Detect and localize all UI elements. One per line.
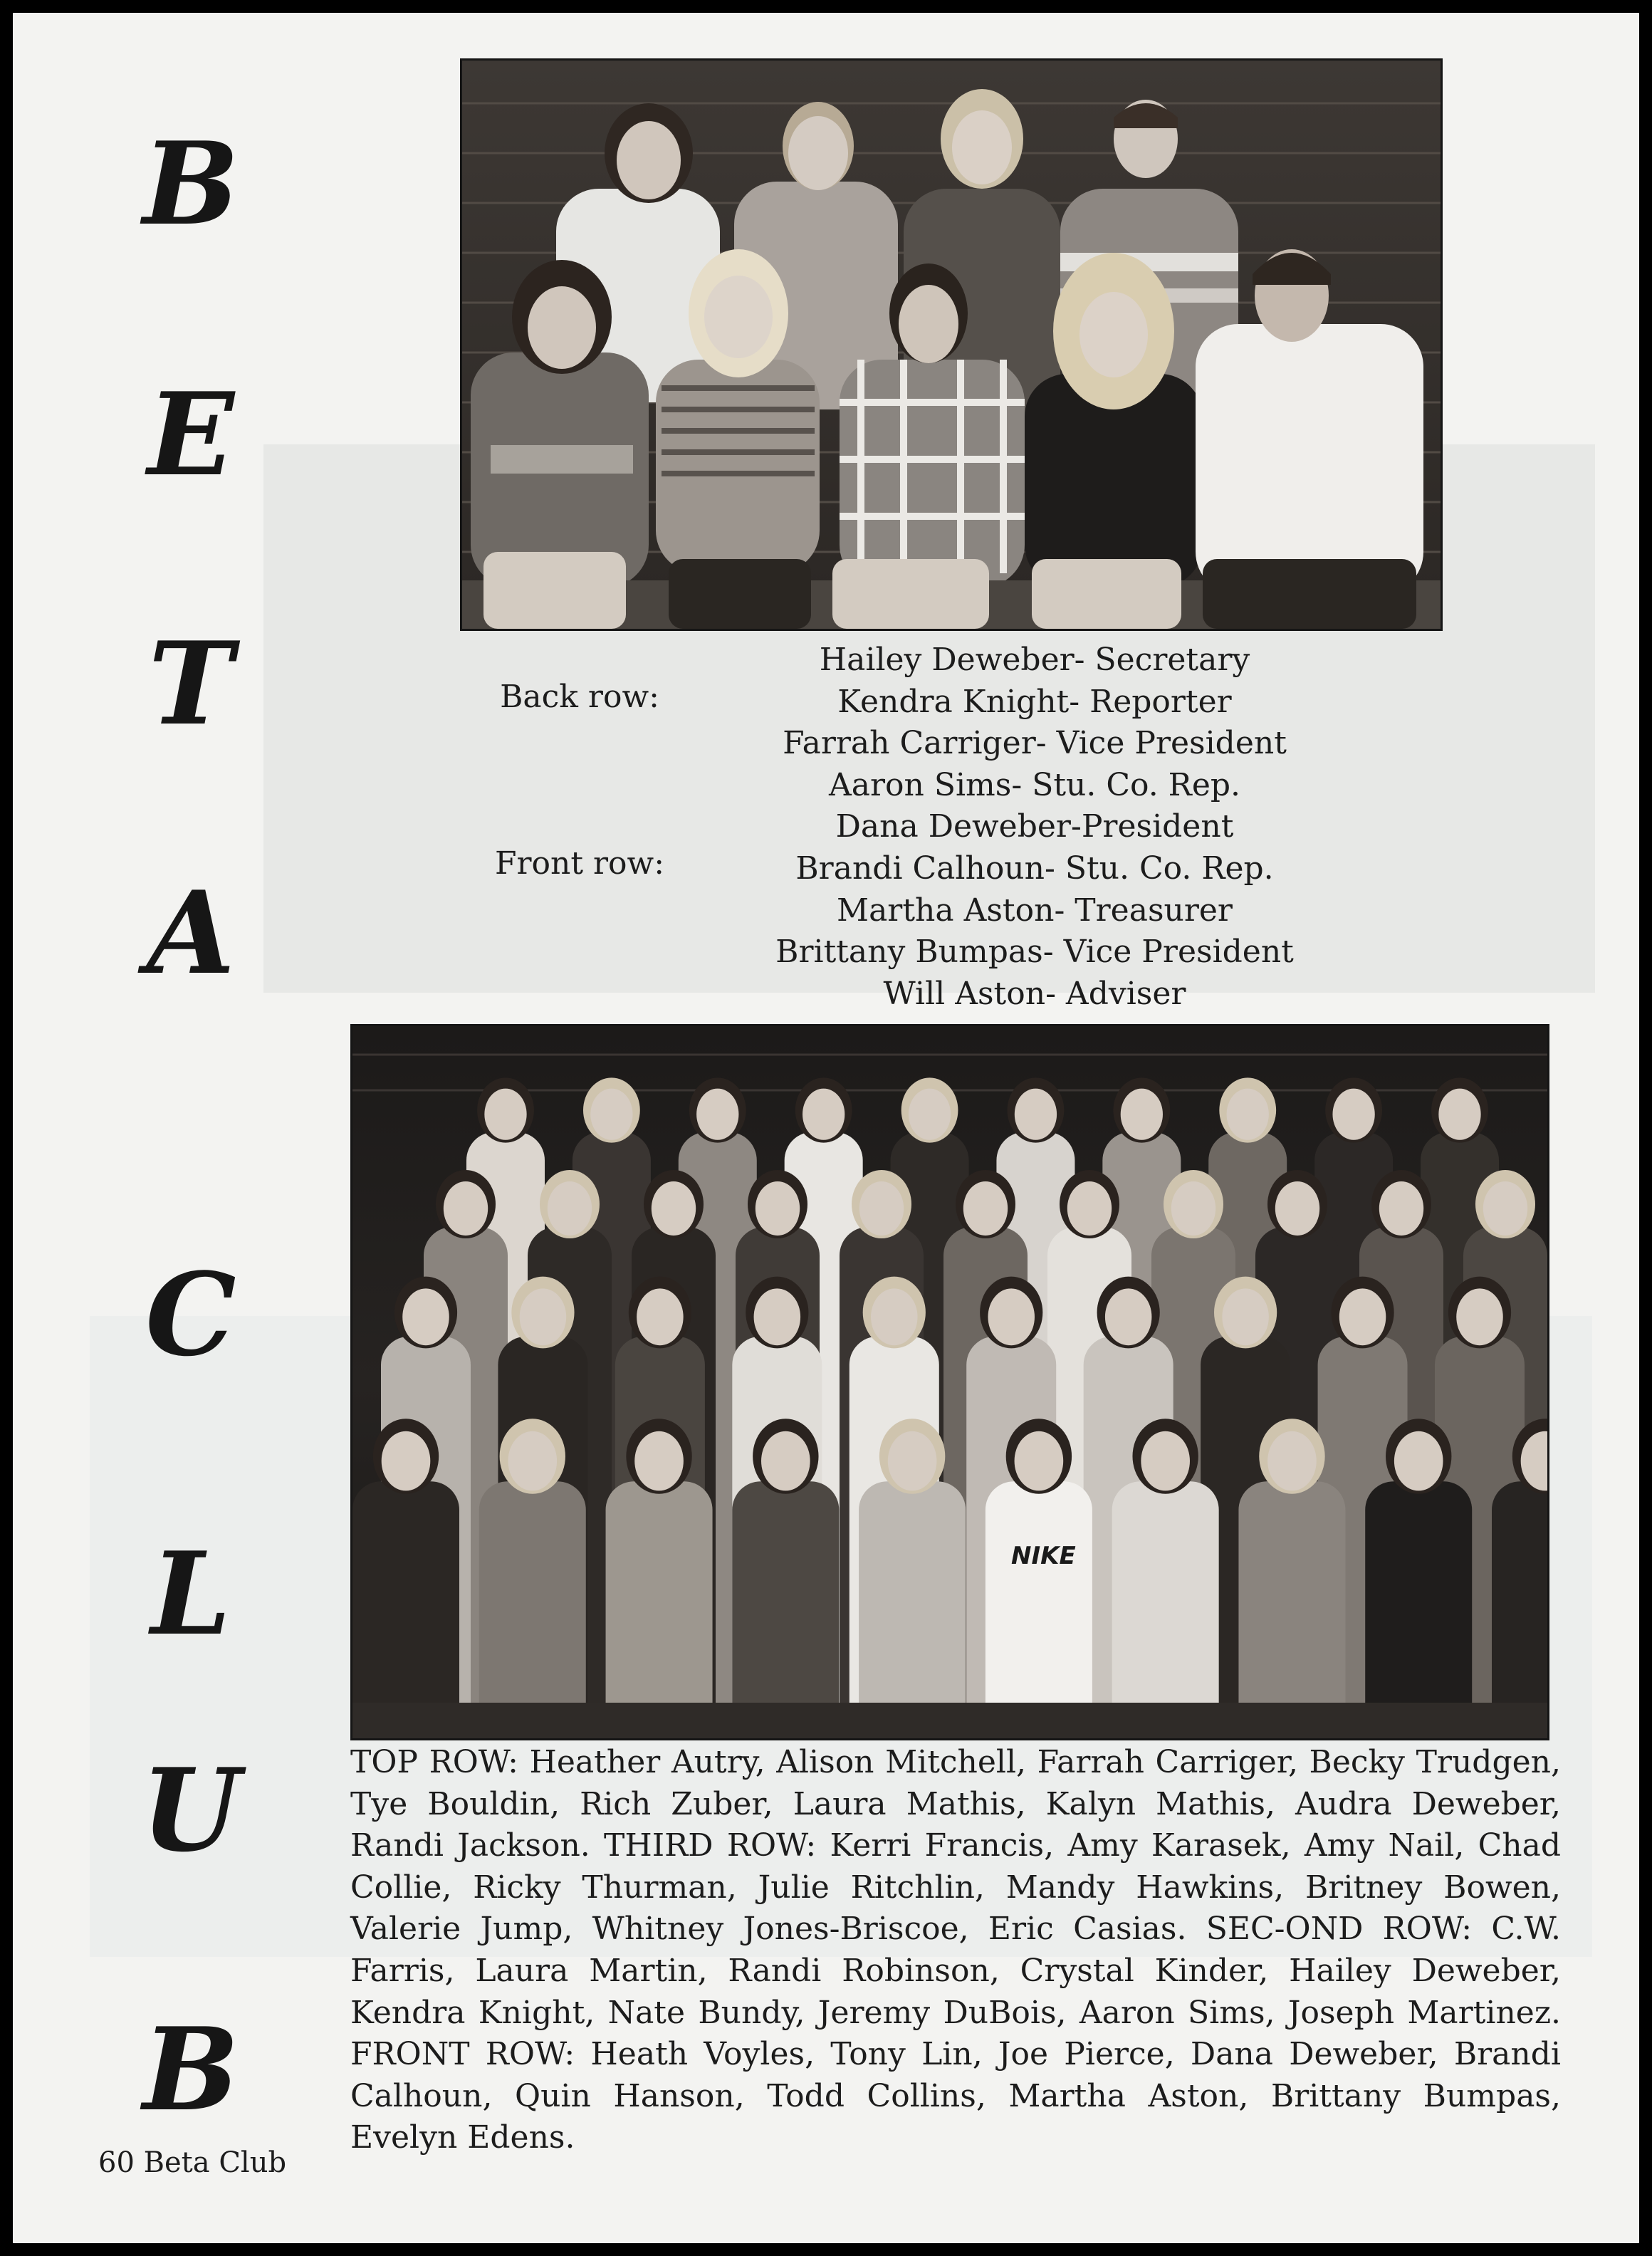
person-face bbox=[1227, 1089, 1269, 1140]
title-letter: T bbox=[148, 617, 234, 751]
title-letter: A bbox=[146, 866, 236, 1000]
person-face bbox=[484, 1089, 526, 1140]
group-photo bbox=[350, 1024, 1549, 1740]
person-body bbox=[479, 1481, 586, 1738]
person-body bbox=[732, 1481, 839, 1738]
title-letter: L bbox=[150, 1527, 231, 1661]
person-body bbox=[986, 1481, 1092, 1738]
officer-name: Brittany Bumpas- Vice President bbox=[775, 934, 1294, 971]
title-letter: E bbox=[147, 367, 234, 501]
person-face bbox=[1222, 1288, 1269, 1345]
front-row-label: Front row: bbox=[494, 845, 665, 882]
person-face bbox=[761, 1431, 810, 1491]
person-face bbox=[520, 1288, 567, 1345]
officer-name: Hailey Deweber- Secretary bbox=[819, 642, 1250, 678]
person-face bbox=[634, 1431, 684, 1491]
officer-name: Brandi Calhoun- Stu. Co. Rep. bbox=[795, 850, 1274, 887]
person-face bbox=[803, 1089, 845, 1140]
title-letter: B bbox=[142, 117, 239, 251]
officer-name: Will Aston- Adviser bbox=[883, 975, 1186, 1012]
person-face bbox=[548, 1181, 592, 1236]
person-face bbox=[963, 1181, 1008, 1236]
group-photo-caption: TOP ROW: Heather Autry, Alison Mitchell, Farrah Carriger, Becky Trudgen, Tye Bouldin, Rich Zuber, Laura Mathis, Kalyn Mathis, Audra Deweber, Randi Jackson. THIRD ROW: Kerri Francis, Amy Karasek, Amy Nail, Chad Collie, Ricky Thurman, Julie Ritchlin, Mandy Hawkins, Britney Bowen, Valerie Jump, Whitney Jones-Briscoe, Eric Casias. SEC-OND ROW: C.W. Farris, Laura Martin, Randi Robinson, Crystal Kinder, Hailey Deweber, Kendra Knight, Nate Bundy, Jeremy DuBois, Aaron Sims, Joseph Martinez. FRONT ROW: Heath Voyles, Tony Lin, Joe Pierce, Dana Deweber, Brandi Calhoun, Quin Hanson, Todd Collins, Martha Aston, Brittany Bumpas, Evelyn Edens. bbox=[350, 1744, 1561, 2156]
person-body bbox=[1492, 1481, 1547, 1738]
person-face bbox=[402, 1288, 449, 1345]
person-face bbox=[382, 1431, 431, 1491]
nike-logo-text: NIKE bbox=[1011, 1542, 1076, 1570]
person-face bbox=[1379, 1181, 1423, 1236]
person-face bbox=[909, 1089, 951, 1140]
title-letter: U bbox=[141, 1743, 241, 1877]
page-folio: 60 Beta Club bbox=[98, 2146, 287, 2179]
person-face bbox=[859, 1181, 904, 1236]
officer-name: Dana Deweber-President bbox=[835, 808, 1234, 845]
person-face bbox=[1438, 1089, 1480, 1140]
person-face bbox=[1105, 1288, 1152, 1345]
person-face bbox=[754, 1288, 801, 1345]
title-letter: B bbox=[142, 2002, 239, 2136]
person-body bbox=[859, 1481, 966, 1738]
person-face bbox=[888, 1431, 937, 1491]
title-letter: C bbox=[145, 1248, 236, 1382]
officers-photo bbox=[460, 58, 1443, 631]
person-face bbox=[1275, 1181, 1319, 1236]
officer-name: Kendra Knight- Reporter bbox=[837, 683, 1232, 720]
person-face bbox=[871, 1288, 918, 1345]
person-face bbox=[1067, 1181, 1112, 1236]
officer-name: Martha Aston- Treasurer bbox=[837, 892, 1233, 929]
person-face bbox=[1015, 1089, 1057, 1140]
person-face bbox=[1394, 1431, 1443, 1491]
person-face bbox=[1171, 1181, 1216, 1236]
person-body bbox=[1365, 1481, 1472, 1738]
officer-list bbox=[696, 639, 1373, 1015]
officer-name: Farrah Carriger- Vice President bbox=[783, 725, 1287, 762]
bleacher-bench bbox=[352, 1703, 1547, 1738]
person-body bbox=[1238, 1481, 1345, 1738]
person-face bbox=[1483, 1181, 1527, 1236]
officer-name: Aaron Sims- Stu. Co. Rep. bbox=[828, 766, 1241, 803]
person-body bbox=[606, 1481, 713, 1738]
person-body bbox=[1112, 1481, 1219, 1738]
person-face bbox=[1456, 1288, 1503, 1345]
person-face bbox=[444, 1181, 488, 1236]
person-face bbox=[1332, 1089, 1374, 1140]
person-face bbox=[756, 1181, 800, 1236]
person-face bbox=[1267, 1431, 1317, 1491]
person-face bbox=[590, 1089, 632, 1140]
person-body bbox=[352, 1481, 459, 1738]
person-face bbox=[1015, 1431, 1064, 1491]
person-face bbox=[696, 1089, 738, 1140]
back-row-label: Back row: bbox=[500, 679, 659, 715]
person-face bbox=[652, 1181, 696, 1236]
person-face bbox=[1121, 1089, 1163, 1140]
person-face bbox=[988, 1288, 1035, 1345]
person-face bbox=[637, 1288, 684, 1345]
yearbook-page bbox=[13, 13, 1639, 2243]
person-face bbox=[508, 1431, 557, 1491]
person-face bbox=[1339, 1288, 1386, 1345]
person-face bbox=[1141, 1431, 1190, 1491]
